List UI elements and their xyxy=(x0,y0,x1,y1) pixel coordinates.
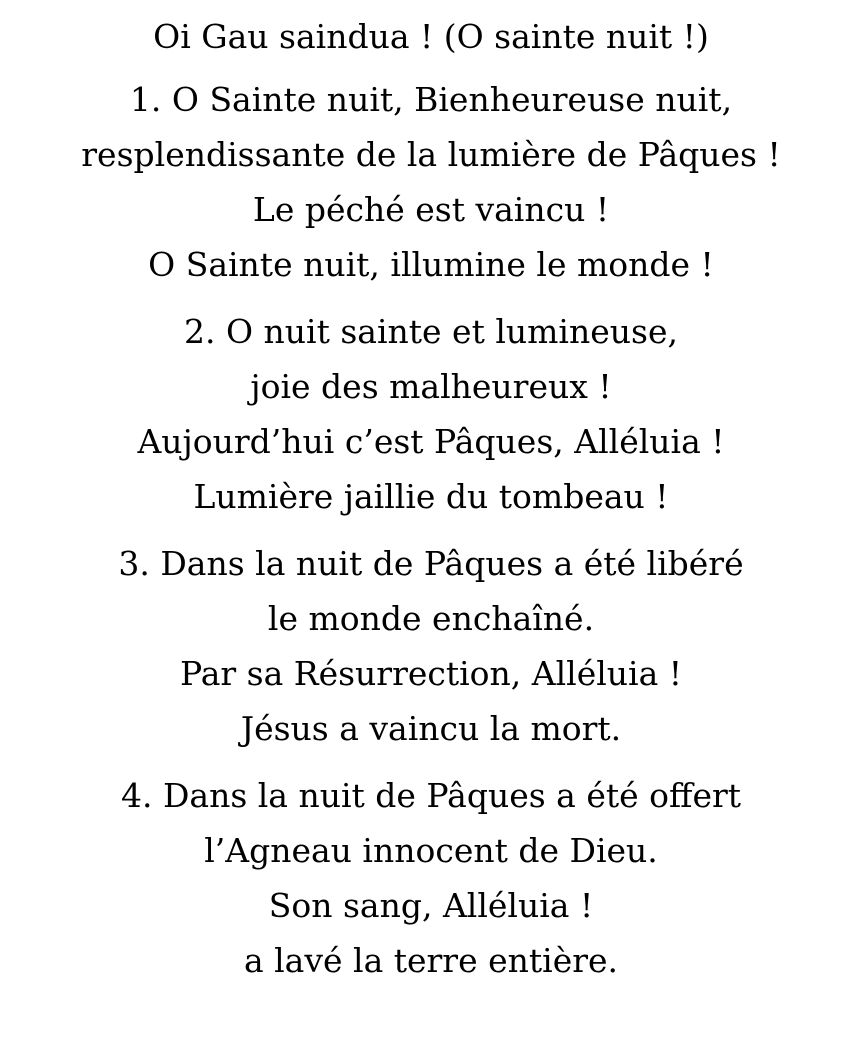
stanza-line: 1. O Sainte nuit, Bienheureuse nuit, xyxy=(129,80,733,119)
stanza-line: Le péché est vaincu ! xyxy=(252,190,610,229)
stanza-line: Par sa Résurrection, Alléluia ! xyxy=(179,654,683,693)
stanza-line: 4. Dans la nuit de Pâques a été offert xyxy=(120,776,742,815)
stanza-line: Son sang, Alléluia ! xyxy=(268,886,594,925)
stanza-line: joie des malheureux ! xyxy=(250,367,612,406)
stanza-3 xyxy=(0,536,862,756)
stanza-line: resplendissante de la lumière de Pâques ! xyxy=(81,135,781,174)
stanza-4 xyxy=(0,768,862,988)
stanza-line: l’Agneau innocent de Dieu. xyxy=(204,831,658,870)
stanza-line: a lavé la terre entière. xyxy=(243,941,619,980)
stanza-line: Jésus a vaincu la mort. xyxy=(240,709,622,748)
stanza-line: O Sainte nuit, illumine le monde ! xyxy=(148,245,714,284)
stanza-line: Aujourd’hui c’est Pâques, Alléluia ! xyxy=(137,422,725,461)
stanza-1 xyxy=(0,72,862,292)
stanza-line: 3. Dans la nuit de Pâques a été libéré xyxy=(118,544,744,583)
song-title: Oi Gau saindua ! (O sainte nuit !) xyxy=(153,17,709,56)
stanza-2 xyxy=(0,304,862,524)
stanza-line: Lumière jaillie du tombeau ! xyxy=(193,477,669,516)
stanza-line: le monde enchaîné. xyxy=(267,599,595,638)
stanza-line: 2. O nuit sainte et lumineuse, xyxy=(184,312,678,351)
